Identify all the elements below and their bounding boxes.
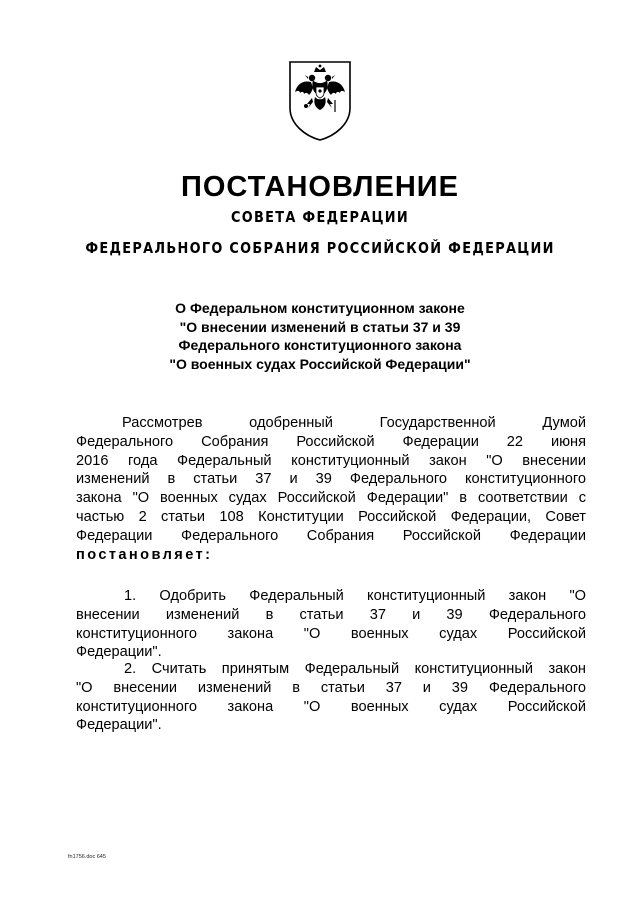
item-line: 1. Одобрить Федеральный конституционный закон "О (124, 588, 586, 604)
item-line: Федерации". (76, 644, 162, 661)
file-code: fn1756.doc 645 (68, 854, 106, 860)
resolution-heading (100, 299, 540, 373)
item-line: Федерации". (76, 717, 162, 734)
heading-line: "О военных судах Российской Федерации" (169, 355, 471, 372)
preamble-line: Федерального Собрания Российской Федерации 22 июня (76, 433, 586, 450)
heading-line: Федерального конституционного закона (178, 337, 462, 353)
resolution-item-1 (76, 587, 586, 662)
item-line: конституционного закона "О военных судах Российской (76, 698, 586, 715)
item-line: "О внесении изменений в статьи 37 и 39 Федерального (76, 679, 586, 696)
issuer-line-2: ФЕДЕРАЛЬНОГО СОБРАНИЯ РОССИЙСКОЙ ФЕДЕРАЦИИ (85, 239, 555, 257)
preamble-line: 2016 года Федеральный конституционный закон "О внесении (76, 452, 586, 469)
preamble-line: закона "О военных судах Российской Федерации" в соответствии с (76, 490, 586, 507)
decides-keyword: постановляет: (76, 546, 213, 563)
heading-line: О Федеральном конституционном законе (175, 300, 465, 316)
item-line: внесении изменений в статьи 37 и 39 Федерального (76, 606, 586, 623)
resolution-item-2 (76, 660, 586, 735)
preamble-line: Рассмотрев одобренный Государственной Думой (122, 415, 586, 431)
issuer-line-1: СОВЕТА ФЕДЕРАЦИИ (231, 208, 409, 226)
preamble-line: Федерации Федерального Собрания Российской Федерации (76, 527, 586, 544)
preamble-line: изменений в статьи 37 и 39 Федерального конституционного (76, 471, 586, 488)
preamble-line: частью 2 статьи 108 Конституции Российской Федерации, Совет (76, 508, 586, 525)
item-line: конституционного закона "О военных судах Российской (76, 625, 586, 642)
document-title: ПОСТАНОВЛЕНИЕ (181, 171, 459, 203)
russian-coat-of-arms-icon (287, 60, 353, 142)
item-line: 2. Считать принятым Федеральный конституционный закон (124, 661, 586, 677)
preamble-paragraph (76, 414, 586, 564)
heading-line: "О внесении изменений в статьи 37 и 39 (179, 318, 461, 335)
